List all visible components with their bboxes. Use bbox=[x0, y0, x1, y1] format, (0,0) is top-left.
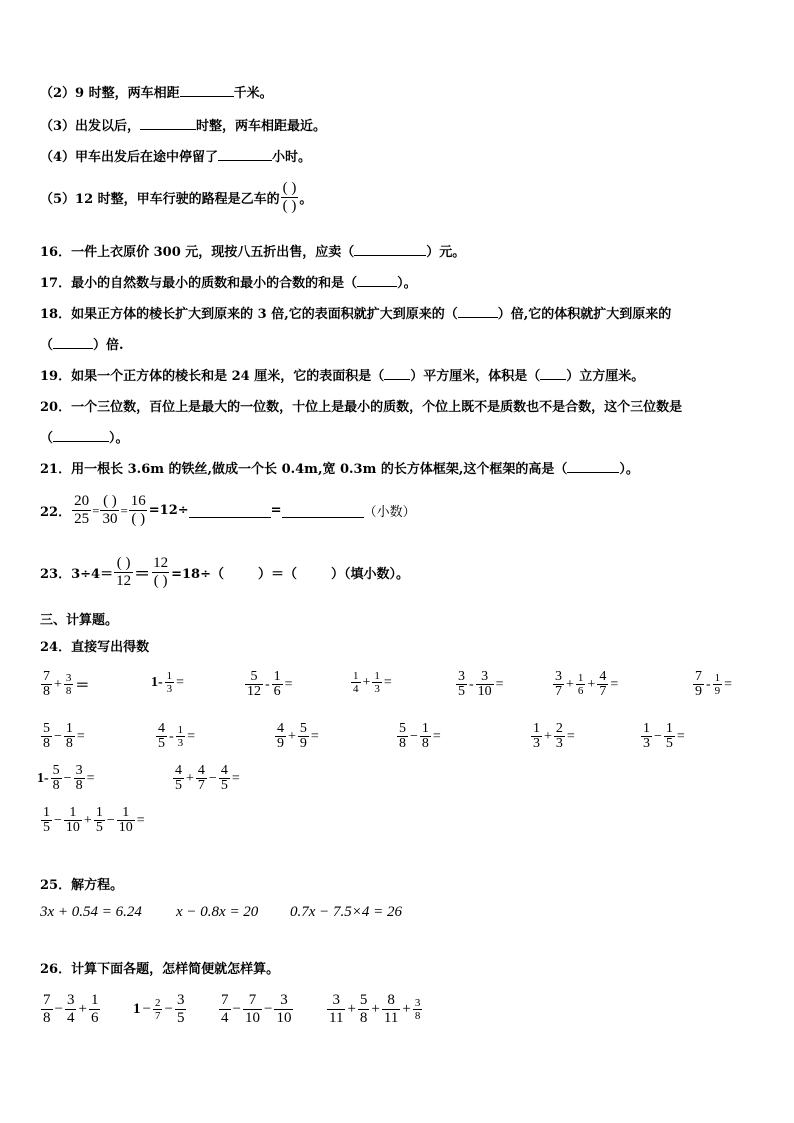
calc-item: $\frac{7}{8}$ + $\frac{3}{8}$ ＝ bbox=[43, 669, 90, 699]
fraction: $\frac{3}{7}$ bbox=[555, 669, 562, 699]
calc-item: $\frac{5}{8}$ − $\frac{1}{8}$ = bbox=[43, 721, 85, 751]
fraction: $\frac{1}{3}$ bbox=[533, 721, 540, 751]
question-16: 16．一件上衣原价 300 元，现按八五折出售，应卖（ ）元。 bbox=[40, 241, 465, 260]
calc-item: $\frac{7}{9}$ - $\frac{1}{9}$ = bbox=[695, 669, 733, 699]
fraction: $\frac{1}{8}$ bbox=[65, 721, 73, 751]
question-25-title: 25．解方程。 bbox=[40, 878, 124, 893]
calc-item: $\frac{4}{5}$ + $\frac{4}{7}$ − $\frac{4}{5}$ = bbox=[175, 763, 240, 793]
question-18-cont: （ ）倍. bbox=[40, 334, 124, 353]
calc-item: $\frac{4}{5}$ - $\frac{1}{3}$ = bbox=[158, 721, 196, 751]
fraction: $\frac{( )}{( )}$ bbox=[282, 180, 297, 214]
fraction: $\frac{1}{3}$ bbox=[166, 670, 173, 695]
calc-item: $\frac{7}{4}$ − $\frac{7}{10}$ − $\frac{3}{10}$ bbox=[221, 992, 292, 1026]
fraction: $\frac{1}{3}$ bbox=[177, 724, 184, 749]
fraction: $\frac{3}{11}$ bbox=[329, 992, 344, 1026]
equation: x − 0.8x = 20 bbox=[176, 904, 259, 920]
fraction: $\frac{5}{8}$ bbox=[52, 763, 60, 793]
question-20: 20．一个三位数，百位上是最大的一位数，十位上是最小的质数，个位上既不是质数也不是合数，这个三位数是 bbox=[40, 400, 683, 415]
calc-item: $\frac{4}{9}$ + $\frac{5}{9}$ = bbox=[277, 721, 319, 751]
calc-item: $\frac{5}{8}$ − $\frac{1}{8}$ = bbox=[399, 721, 441, 751]
answer-blank[interactable] bbox=[140, 116, 196, 130]
fraction: $\frac{3}{5}$ bbox=[458, 669, 465, 699]
fraction: $\frac{4}{5}$ bbox=[175, 763, 182, 793]
answer-blank[interactable] bbox=[540, 366, 566, 380]
fraction: $\frac{1}{6}$ bbox=[273, 669, 281, 699]
answer-blank[interactable] bbox=[354, 242, 426, 256]
answer-blank[interactable] bbox=[53, 335, 93, 349]
answer-blank[interactable] bbox=[567, 459, 619, 473]
fraction: $\frac{4}{7}$ bbox=[197, 763, 205, 793]
answer-blank[interactable] bbox=[218, 147, 272, 161]
fraction: $\frac{1}{3}$ bbox=[643, 721, 650, 751]
question-20-cont: （ ）。 bbox=[40, 427, 129, 446]
fraction: $\frac{( )}{12}$ bbox=[116, 555, 132, 589]
fraction: $\frac{3}{8}$ bbox=[65, 672, 72, 697]
question-17: 17．最小的自然数与最小的质数和最小的合数的和是（ ）。 bbox=[40, 272, 417, 291]
calc-item: $\frac{1}{3}$ + $\frac{2}{3}$ = bbox=[533, 721, 575, 751]
calc-item: $\frac{5}{12}$ - $\frac{1}{6}$ = bbox=[247, 669, 293, 699]
fraction: $\frac{2}{7}$ bbox=[154, 997, 161, 1022]
calc-item: $\frac{1}{3}$ − $\frac{1}{5}$ = bbox=[643, 721, 685, 751]
fraction: $\frac{7}{8}$ bbox=[43, 992, 51, 1026]
answer-blank[interactable] bbox=[282, 504, 364, 518]
fraction: $\frac{7}{10}$ bbox=[244, 992, 260, 1026]
fraction: $\frac{12}{( )}$ bbox=[153, 555, 169, 589]
calc-item: $\frac{1}{5}$ − $\frac{1}{10}$ + $\frac{1}{5}$ − $\frac{1}{10}$ = bbox=[43, 805, 145, 835]
answer-blank[interactable] bbox=[384, 366, 410, 380]
fraction: $\frac{5}{12}$ bbox=[247, 669, 261, 699]
q15-5: （5）12 时整，甲车行驶的路程是乙车的 $\frac{( )}{( )}$ 。 bbox=[40, 180, 313, 214]
fraction: $\frac{1}{9}$ bbox=[714, 672, 721, 697]
question-23: 23．3÷4＝ $\frac{( )}{12}$ ＝ $\frac{12}{( )}$ =18÷（ ）＝（ ）（填小数）。 bbox=[40, 555, 410, 589]
fraction: $\frac{7}{4}$ bbox=[221, 992, 229, 1026]
q15-2: （2）9 时整，两车相距 千米。 bbox=[40, 82, 273, 101]
section-title: 三、计算题。 bbox=[40, 613, 119, 628]
fraction: $\frac{3}{8}$ bbox=[414, 997, 421, 1022]
fraction: $\frac{3}{10}$ bbox=[477, 669, 492, 699]
calc-item: 1 − $\frac{2}{7}$ − $\frac{3}{5}$ bbox=[133, 992, 185, 1026]
question-18: 18．如果正方体的棱长扩大到原来的 3 倍,它的表面积就扩大到原来的（ ）倍,它的体积就扩大到原来的 bbox=[40, 303, 671, 322]
fraction: $\frac{( )}{30}$ bbox=[102, 493, 118, 527]
fraction: $\frac{4}{7}$ bbox=[599, 669, 607, 699]
answer-blank[interactable] bbox=[458, 304, 498, 318]
calc-item: $\frac{7}{8}$ − $\frac{3}{4}$ + $\frac{1}{6}$ bbox=[43, 992, 99, 1026]
calc-item: $\frac{1}{4}$ + $\frac{1}{3}$ = bbox=[353, 670, 392, 695]
answer-blank[interactable] bbox=[357, 273, 397, 287]
answer-blank[interactable] bbox=[53, 428, 109, 442]
question-21: 21．用一根长 3.6m 的铁丝,做成一个长 0.4m,宽 0.3m 的长方体框架,这个框架的高是（ ）。 bbox=[40, 458, 639, 477]
fraction: $\frac{5}{8}$ bbox=[43, 721, 50, 751]
answer-blank[interactable] bbox=[189, 504, 271, 518]
answer-blank[interactable] bbox=[180, 83, 234, 97]
calc-item: $\frac{3}{11}$ + $\frac{5}{8}$ + $\frac{8}{11}$ + $\frac{3}{8}$ bbox=[329, 992, 421, 1026]
question-19: 19．如果一个正方体的棱长和是 24 厘米，它的表面积是（ ）平方厘米，体积是（ ）立方厘米。 bbox=[40, 365, 644, 384]
question-24-title: 24．直接写出得数 bbox=[40, 640, 150, 655]
calc-item: $\frac{3}{5}$ - $\frac{3}{10}$ = bbox=[458, 669, 504, 699]
question-22: 22． $\frac{20}{25}$ = $\frac{( )}{30}$ = $\frac{16}{( )}$ =12÷ = （小数） bbox=[40, 493, 416, 527]
question-26-title: 26．计算下面各题，怎样简便就怎样算。 bbox=[40, 962, 280, 977]
q15-4: （4）甲车出发后在途中停留了 小时。 bbox=[40, 146, 311, 165]
fraction: $\frac{1}{4}$ bbox=[353, 670, 359, 695]
fraction: $\frac{2}{3}$ bbox=[555, 721, 563, 751]
fraction: $\frac{5}{8}$ bbox=[359, 992, 368, 1026]
fraction: $\frac{5}{8}$ bbox=[399, 721, 406, 751]
fraction: $\frac{1}{3}$ bbox=[374, 670, 380, 695]
fraction: $\frac{5}{9}$ bbox=[299, 721, 307, 751]
fraction: $\frac{4}{5}$ bbox=[158, 721, 165, 751]
fraction: $\frac{1}{5}$ bbox=[43, 805, 50, 835]
fraction: $\frac{1}{6}$ bbox=[90, 992, 99, 1026]
calc-item: 1- $\frac{1}{3}$ = bbox=[151, 670, 185, 695]
calc-item: 1- $\frac{5}{8}$ − $\frac{3}{8}$ = bbox=[37, 763, 95, 793]
fraction: $\frac{1}{5}$ bbox=[95, 805, 103, 835]
fraction: $\frac{1}{10}$ bbox=[118, 805, 133, 835]
q15-3: （3）出发以后， 时整，两车相距最近。 bbox=[40, 115, 326, 134]
calc-item: $\frac{3}{7}$ + $\frac{1}{6}$ + $\frac{4}{7}$ = bbox=[555, 669, 619, 699]
equation: 3x + 0.54 = 6.24 bbox=[40, 904, 142, 920]
fraction: $\frac{1}{5}$ bbox=[665, 721, 673, 751]
fraction: $\frac{4}{5}$ bbox=[220, 763, 228, 793]
fraction: $\frac{1}{10}$ bbox=[65, 805, 80, 835]
fraction: $\frac{3}{8}$ bbox=[75, 763, 83, 793]
fraction: $\frac{1}{8}$ bbox=[421, 721, 429, 751]
fraction: $\frac{1}{6}$ bbox=[577, 672, 584, 697]
fraction: $\frac{4}{9}$ bbox=[277, 721, 284, 751]
fraction: $\frac{3}{10}$ bbox=[276, 992, 292, 1026]
fraction: $\frac{8}{11}$ bbox=[383, 992, 399, 1026]
fraction: $\frac{7}{8}$ bbox=[43, 669, 50, 699]
equation: 0.7x − 7.5×4 = 26 bbox=[290, 904, 403, 920]
fraction: $\frac{7}{9}$ bbox=[695, 669, 702, 699]
fraction: $\frac{3}{4}$ bbox=[66, 992, 75, 1026]
fraction: $\frac{20}{25}$ bbox=[74, 493, 90, 527]
fraction: $\frac{16}{( )}$ bbox=[130, 493, 146, 527]
fraction: $\frac{3}{5}$ bbox=[176, 992, 185, 1026]
